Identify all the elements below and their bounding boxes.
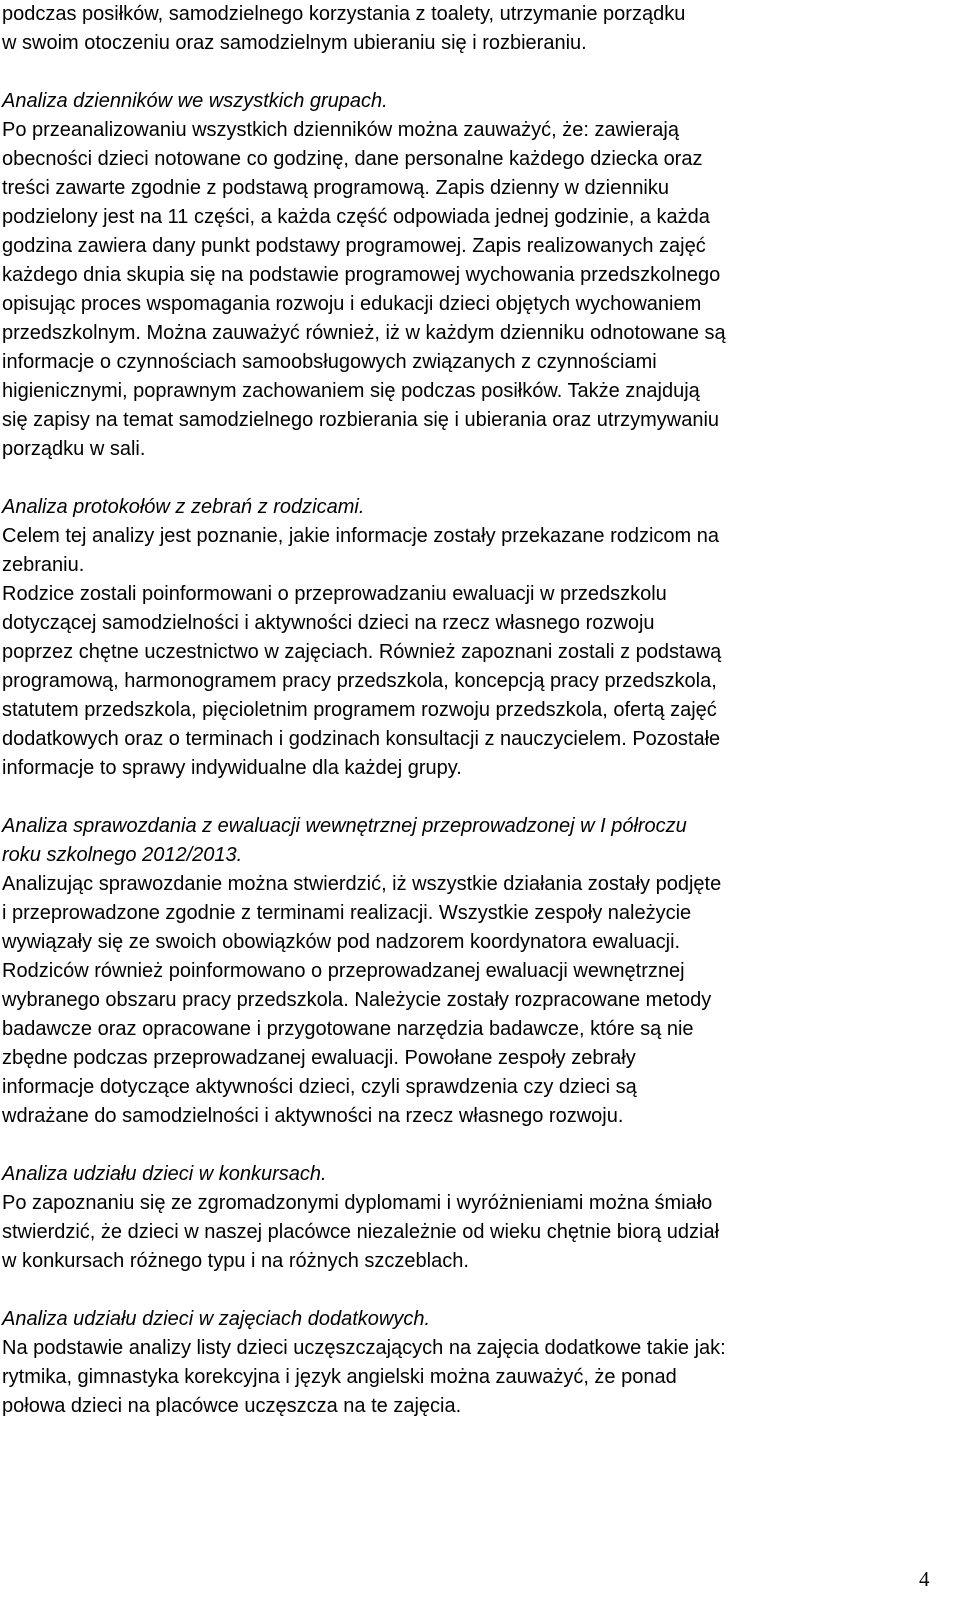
text-line: treści zawarte zgodnie z podstawą programową. Zapis dzienny w dzienniku bbox=[2, 177, 670, 199]
text-line: informacje o czynnościach samoobsługowych związanych z czynnościami bbox=[2, 351, 657, 373]
paragraph-gap bbox=[2, 783, 947, 812]
text-line: Po zapoznaniu się ze zgromadzonymi dyplomami i wyróżnieniami można śmiało bbox=[2, 1192, 713, 1214]
text-line: Celem tej analizy jest poznanie, jakie informacje zostały przekazane rodzicom na bbox=[2, 525, 720, 547]
paragraph-gap bbox=[2, 464, 947, 493]
text-line: opisując proces wspomagania rozwoju i edukacji dzieci objętych wychowaniem bbox=[2, 293, 702, 315]
text-line: higienicznymi, poprawnym zachowaniem się podczas posiłków. Także znajdują bbox=[2, 380, 700, 402]
text-line: wdrażane do samodzielności i aktywności na rzecz własnego rozwoju. bbox=[2, 1105, 624, 1127]
text-line: Na podstawie analizy listy dzieci uczęszczających na zajęcia dodatkowe takie jak: bbox=[2, 1337, 726, 1359]
text-line: połowa dzieci na placówce uczęszcza na te zajęcia. bbox=[2, 1395, 462, 1417]
text-line: statutem przedszkola, pięcioletnim programem rozwoju przedszkola, ofertą zajęć bbox=[2, 699, 717, 721]
section-heading: Analiza protokołów z zebrań z rodzicami. bbox=[2, 496, 365, 518]
paragraph-gap bbox=[2, 1131, 947, 1160]
text-line: dotyczącej samodzielności i aktywności dzieci na rzecz własnego rozwoju bbox=[2, 612, 655, 634]
text-line: przedszkolnym. Można zauważyć również, iż w każdym dzienniku odnotowane są bbox=[2, 322, 726, 344]
text-line: podzielony jest na 11 części, a każda część odpowiada jednej godzinie, a każda bbox=[2, 206, 710, 228]
text-line: zbędne podczas przeprowadzanej ewaluacji. Powołane zespoły zebrały bbox=[2, 1047, 636, 1069]
text-line: dodatkowych oraz o terminach i godzinach konsultacji z nauczycielem. Pozostałe bbox=[2, 728, 721, 750]
text-line: wybranego obszaru pracy przedszkola. Należycie zostały rozpracowane metody bbox=[2, 989, 712, 1011]
text-line: zebraniu. bbox=[2, 554, 85, 576]
text-line: poprzez chętne uczestnictwo w zajęciach. Również zapoznani zostali z podstawą bbox=[2, 641, 722, 663]
text-line: w konkursach różnego typu i na różnych szczeblach. bbox=[2, 1250, 469, 1272]
text-line: Po przeanalizowaniu wszystkich dzienników można zauważyć, że: zawierają bbox=[2, 119, 679, 141]
text-line: w swoim otoczeniu oraz samodzielnym ubieraniu się i rozbieraniu. bbox=[2, 32, 587, 54]
section-heading: Analiza udziału dzieci w zajęciach dodatkowych. bbox=[2, 1308, 431, 1330]
text-line: godzina zawiera dany punkt podstawy programowej. Zapis realizowanych zajęć bbox=[2, 235, 706, 257]
document-body bbox=[2, 0, 947, 1421]
text-line: porządku w sali. bbox=[2, 438, 146, 460]
section-heading: Analiza udziału dzieci w konkursach. bbox=[2, 1163, 327, 1185]
section-heading: Analiza sprawozdania z ewaluacji wewnętrznej przeprowadzonej w I półroczu bbox=[2, 815, 687, 837]
text-line: rytmika, gimnastyka korekcyjna i język angielski można zauważyć, że ponad bbox=[2, 1366, 677, 1388]
paragraph-gap bbox=[2, 1276, 947, 1305]
text-line: informacje to sprawy indywidualne dla każdej grupy. bbox=[2, 757, 462, 779]
text-line: programową, harmonogramem pracy przedszkola, koncepcją pracy przedszkola, bbox=[2, 670, 717, 692]
text-line: badawcze oraz opracowane i przygotowane narzędzia badawcze, które są nie bbox=[2, 1018, 694, 1040]
text-line: każdego dnia skupia się na podstawie programowej wychowania przedszkolnego bbox=[2, 264, 721, 286]
text-line: wywiązały się ze swoich obowiązków pod nadzorem koordynatora ewaluacji. bbox=[2, 931, 681, 953]
text-line: stwierdzić, że dzieci w naszej placówce niezależnie od wieku chętnie biorą udział bbox=[2, 1221, 720, 1243]
paragraph-gap bbox=[2, 58, 947, 87]
text-line: Rodziców również poinformowano o przeprowadzanej ewaluacji wewnętrznej bbox=[2, 960, 685, 982]
text-line: i przeprowadzone zgodnie z terminami realizacji. Wszystkie zespoły należycie bbox=[2, 902, 692, 924]
text-line: informacje dotyczące aktywności dzieci, czyli sprawdzenia czy dzieci są bbox=[2, 1076, 637, 1098]
text-line: obecności dzieci notowane co godzinę, dane personalne każdego dziecka oraz bbox=[2, 148, 703, 170]
text-line: Analizując sprawozdanie można stwierdzić, iż wszystkie działania zostały podjęte bbox=[2, 873, 722, 895]
text-line: się zapisy na temat samodzielnego rozbierania się i ubierania oraz utrzymywaniu bbox=[2, 409, 720, 431]
text-line: podczas posiłków, samodzielnego korzystania z toalety, utrzymanie porządku bbox=[2, 3, 686, 25]
text-line: Rodzice zostali poinformowani o przeprowadzaniu ewaluacji w przedszkolu bbox=[2, 583, 667, 605]
section-heading: roku szkolnego 2012/2013. bbox=[2, 844, 243, 866]
page-number: 4 bbox=[919, 1567, 930, 1591]
section-heading: Analiza dzienników we wszystkich grupach. bbox=[2, 90, 388, 112]
